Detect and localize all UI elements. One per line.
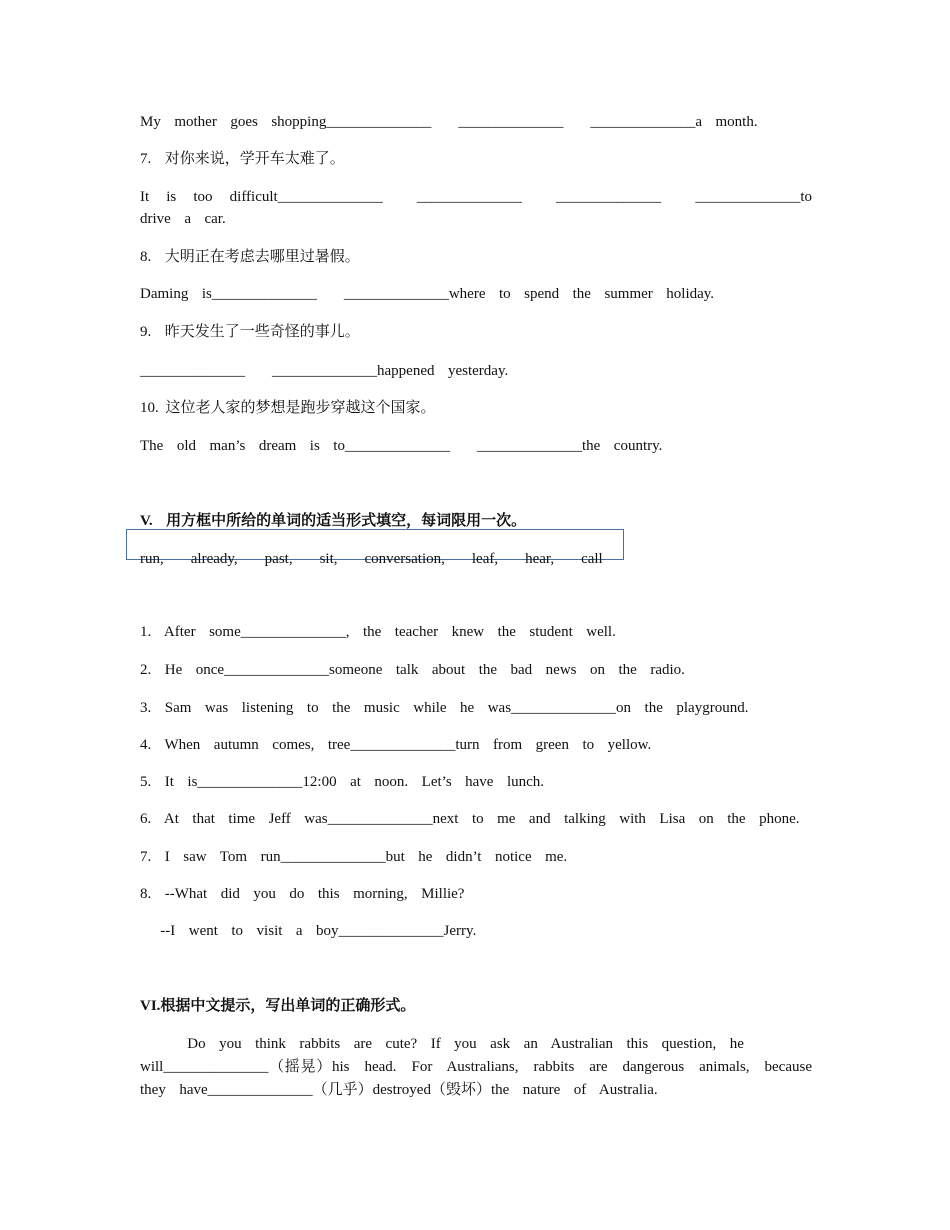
question-9-english: ______________ ______________happened yesterday. (140, 363, 509, 379)
section-v-item-4: 4. When autumn comes, tree______________turn from green to yellow. (140, 737, 652, 753)
question-8-english: Daming is______________ ______________where to spend the summer holiday. (140, 286, 715, 302)
question-8-chinese: 8. 大明正在考虑去哪里过暑假。 (140, 249, 360, 265)
section-vi-paragraph-line-2: will______________（摇晃）his head. For Australians, rabbits are dangerous animals, because (140, 1059, 812, 1075)
section-v-item-2: 2. He once______________someone talk about the bad news on the radio. (140, 662, 685, 678)
section-v-item-8-question: 8. --What did you do this morning, Millie? (140, 886, 465, 902)
section-vi-paragraph-line-1: Do you think rabbits are cute? If you ask an Australian this question, he (140, 1036, 744, 1052)
section-vi-paragraph-line-3: they have______________（几乎）destroyed（毁坏）the nature of Australia. (140, 1082, 658, 1098)
section-v-item-8-answer: --I went to visit a boy______________Jerry. (140, 923, 477, 939)
section-v-item-1: 1. After some______________, the teacher knew the student well. (140, 624, 616, 640)
question-7-english-line-2: drive a car. (140, 211, 226, 227)
section-v-item-5: 5. It is______________12:00 at noon. Let’s have lunch. (140, 774, 545, 790)
section-v-item-7: 7. I saw Tom run______________but he didn’t notice me. (140, 849, 568, 865)
question-10-chinese: 10. 这位老人家的梦想是跑步穿越这个国家。 (140, 400, 436, 416)
word-bank: run, already, past, sit, conversation, leaf, hear, call (140, 551, 603, 567)
section-v-heading: V. 用方框中所给的单词的适当形式填空，每词限用一次。 (140, 513, 527, 529)
question-7-chinese: 7. 对你来说，学开车太难了。 (140, 151, 345, 167)
section-vi-heading: VI.根据中文提示，写出单词的正确形式。 (140, 998, 416, 1014)
section-v-item-3: 3. Sam was listening to the music while he was______________on the playground. (140, 700, 749, 716)
question-7-english-line-1: It is too difficult______________ ______________ ______________ ______________to (140, 189, 812, 205)
question-9-chinese: 9. 昨天发生了一些奇怪的事儿。 (140, 324, 360, 340)
question-6-english: My mother goes shopping______________ ______________ ______________a month. (140, 114, 758, 130)
question-10-english: The old man’s dream is to______________ ______________the country. (140, 438, 663, 454)
section-v-item-6: 6. At that time Jeff was______________next to me and talking with Lisa on the phone. (140, 811, 800, 827)
